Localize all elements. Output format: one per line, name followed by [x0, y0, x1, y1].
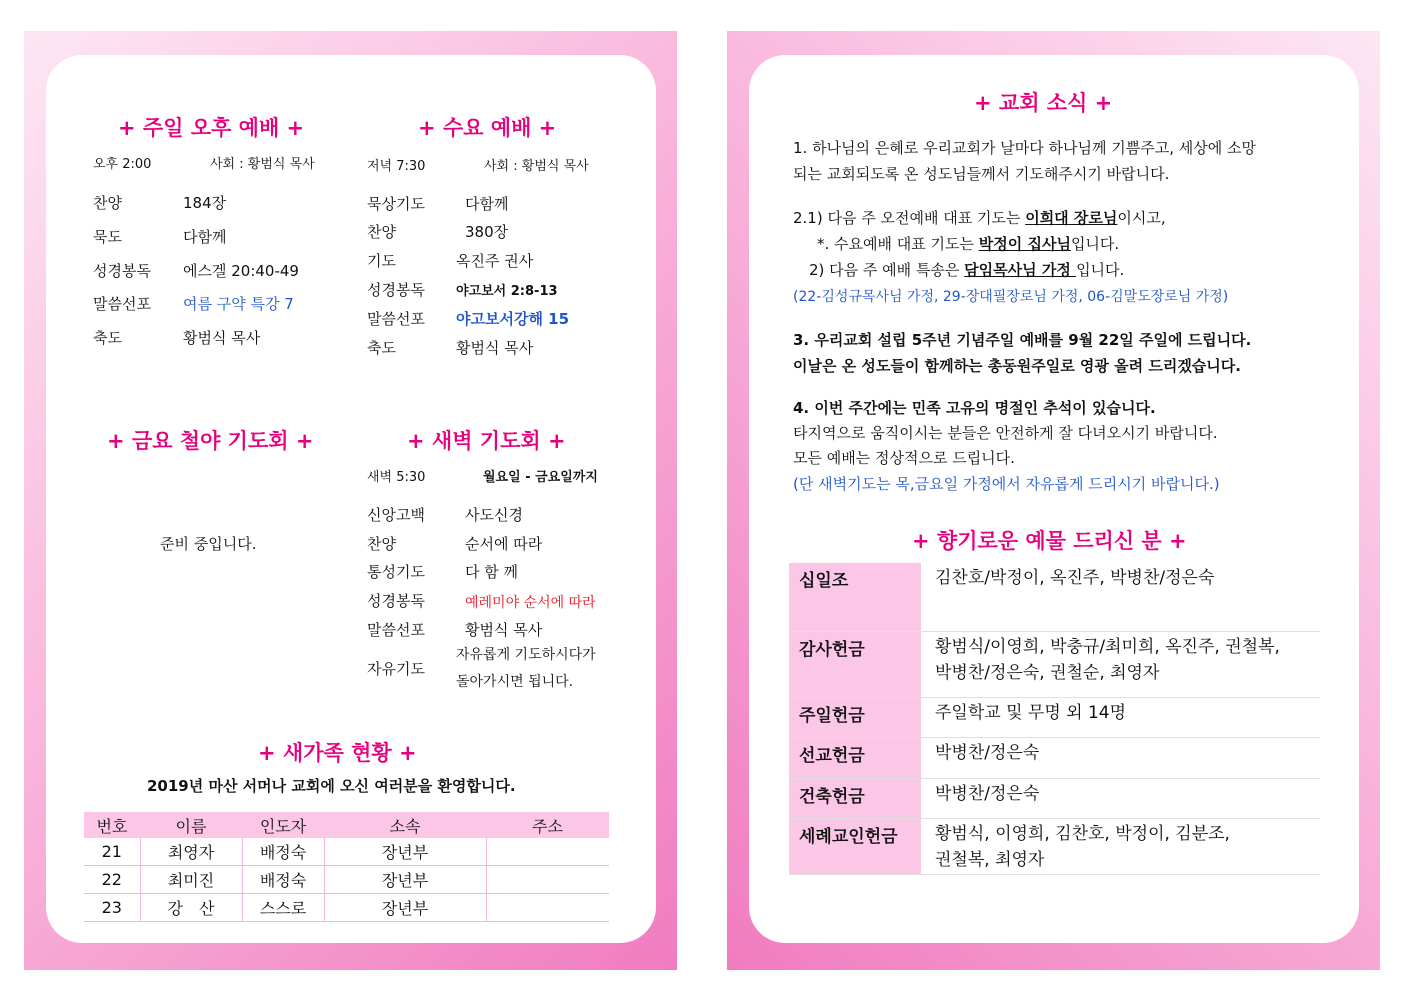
wednesday-order-value: 380장: [465, 223, 509, 241]
new-family-welcome: 2019년 마산 서머나 교회에 오신 여러분을 환영합니다.: [147, 777, 516, 795]
news-item-4-line2: 타지역으로 움직이시는 분들은 안전하게 잘 다녀오시기 바랍니다.: [793, 424, 1218, 442]
cell-group: 장년부: [324, 838, 486, 866]
dawn-order-row: 신앙고백: [367, 506, 425, 524]
dawn-free-prayer-line2: 돌아가시면 됩니다.: [456, 674, 574, 690]
cell-group: 장년부: [324, 894, 486, 922]
table-row: [789, 563, 1320, 631]
sunday-order-row: 말씀선포: [93, 295, 151, 313]
cell-address: [486, 838, 609, 866]
offering-label: 감사헌금: [789, 631, 921, 697]
dawn-order-row: 통성기도: [367, 563, 425, 581]
news-item-2-special-song: 2) 다음 주 예배 특송은 담임목사님 가정 입니다.: [809, 261, 1125, 279]
friday-prayer-note: 준비 중입니다.: [160, 535, 257, 553]
dawn-order-value: 사도신경: [465, 506, 523, 524]
offering-title: + 향기로운 예물 드리신 분 +: [912, 529, 1187, 553]
table-row: [84, 838, 609, 866]
morning-prayer-leader: 이희대 장로님: [1025, 209, 1118, 227]
left-page-frame: [24, 31, 677, 970]
table-row: [84, 894, 609, 922]
friday-prayer-title: + 금요 철야 기도회 +: [107, 429, 314, 453]
offering-names: 황범식, 이영희, 김찬호, 박정이, 김분조, 권철복, 최영자: [921, 818, 1320, 874]
right-page-frame: [727, 31, 1380, 970]
offering-names: 박병찬/정은숙: [921, 737, 1320, 778]
header-address: 주소: [486, 812, 609, 838]
dawn-order-row: 찬양: [367, 535, 396, 553]
table-row: [789, 631, 1320, 697]
cell-address: [486, 894, 609, 922]
news-item-3-line1: 3. 우리교회 설립 5주년 기념주일 예배를 9월 22일 주일에 드립니다.: [793, 331, 1252, 349]
cell-number: 23: [84, 894, 140, 922]
table-row: [789, 737, 1320, 778]
offering-label: 건축헌금: [789, 778, 921, 818]
cell-address: [486, 866, 609, 894]
header-group: 소속: [324, 812, 486, 838]
offering-names: 황범식/이영희, 박충규/최미희, 옥진주, 권철복, 박병찬/정은숙, 권철순, 최영자: [921, 631, 1320, 697]
dawn-order-row: 성경봉독: [367, 592, 425, 610]
wednesday-order-row: 성경봉독: [367, 281, 425, 299]
wednesday-order-value: 옥진주 권사: [456, 252, 534, 270]
sunday-order-row: 묵도: [93, 228, 122, 246]
offering-names: 김찬호/박정이, 옥진주, 박병찬/정은숙: [921, 563, 1320, 631]
sunday-order-row: 성경봉독: [93, 262, 151, 280]
offering-table: [789, 563, 1320, 875]
wednesday-service-time: 저녁 7:30: [367, 159, 426, 174]
news-item-4-line3: 모든 예배는 정상적으로 드립니다.: [793, 449, 1015, 467]
sunday-sermon-value: 여름 구약 특강 7: [183, 295, 294, 313]
dawn-order-value: 다 함 께: [465, 563, 519, 581]
wednesday-order-row: 찬양: [367, 223, 396, 241]
dawn-free-prayer-line1: 자유롭게 기도하시다가: [456, 647, 596, 663]
offering-label: 선교헌금: [789, 737, 921, 778]
wednesday-order-value: 다함께: [465, 195, 509, 213]
sunday-order-row: 축도: [93, 329, 122, 347]
header-number: 번호: [84, 812, 140, 838]
new-family-table: [84, 812, 609, 922]
cell-group: 장년부: [324, 866, 486, 894]
sunday-order-row: 찬양: [93, 194, 122, 212]
header-guide: 인도자: [242, 812, 324, 838]
offering-label: 십일조: [789, 563, 921, 631]
cell-guide: 배정숙: [242, 866, 324, 894]
table-row: [789, 818, 1320, 874]
offering-label: 주일헌금: [789, 697, 921, 737]
news-item-1-line1: 1. 하나님의 은혜로 우리교회가 날마다 하나님께 기쁨주고, 세상에 소망: [793, 139, 1256, 157]
wednesday-service-title: + 수요 예배 +: [418, 116, 557, 140]
cell-name: 강 산: [140, 894, 242, 922]
wednesday-order-row: 기도: [367, 252, 396, 270]
wednesday-order-row: 말씀선포: [367, 310, 425, 328]
dawn-order-value: 황범식 목사: [465, 621, 543, 639]
sunday-service-time: 오후 2:00: [93, 157, 152, 172]
header-name: 이름: [140, 812, 242, 838]
wednesday-prayer-leader: 박정이 집사님: [978, 235, 1071, 253]
cell-number: 21: [84, 838, 140, 866]
table-row: [84, 866, 609, 894]
cell-guide: 배정숙: [242, 838, 324, 866]
table-row: [789, 778, 1320, 818]
wednesday-order-value: 황범식 목사: [456, 339, 534, 357]
dawn-order-row: 말씀선포: [367, 621, 425, 639]
table-row: [789, 697, 1320, 737]
sunday-order-value: 에스겔 20:40-49: [183, 262, 299, 280]
cell-number: 22: [84, 866, 140, 894]
special-song-family: 담임목사님 가정: [964, 261, 1077, 279]
news-item-2-wednesday-prayer: *. 수요예배 대표 기도는 박정이 집사님입니다.: [817, 235, 1120, 253]
news-item-1-line2: 되는 교회되도록 온 성도님들께서 기도해주시기 바랍니다.: [793, 165, 1170, 183]
news-item-4-note: (단 새벽기도는 목,금요일 가정에서 자유롭게 드리시기 바랍니다.): [793, 475, 1220, 493]
sunday-order-value: 184장: [183, 194, 227, 212]
wednesday-order-row: 묵상기도: [367, 195, 425, 213]
wednesday-order-row: 축도: [367, 339, 396, 357]
offering-names: 주일학교 및 무명 외 14명: [921, 697, 1320, 737]
table-header-row: [84, 812, 609, 838]
dawn-prayer-time: 새벽 5:30: [367, 470, 426, 485]
news-item-4-line1: 4. 이번 주간에는 민족 고유의 명절인 추석이 있습니다.: [793, 399, 1156, 417]
dawn-order-row: 자유기도: [367, 660, 425, 678]
offering-label: 세례교인헌금: [789, 818, 921, 874]
dawn-scripture-value: 예레미야 순서에 따라: [465, 595, 596, 611]
new-family-title: + 새가족 현황 +: [258, 741, 417, 765]
church-news-title: + 교회 소식 +: [974, 91, 1113, 115]
sunday-service-title: + 주일 오후 예배 +: [118, 116, 305, 140]
offering-names: 박병찬/정은숙: [921, 778, 1320, 818]
dawn-prayer-title: + 새벽 기도회 +: [407, 429, 566, 453]
right-page-card: [749, 55, 1359, 943]
news-item-2-schedule-note: (22-김성규목사님 가정, 29-장대필장로님 가정, 06-김말도장로님 가정): [793, 289, 1229, 305]
wednesday-scripture-value: 야고보서 2:8-13: [456, 284, 558, 299]
sunday-order-value: 다함께: [183, 228, 227, 246]
sunday-service-host: 사회 : 황범식 목사: [210, 157, 315, 172]
cell-name: 최영자: [140, 838, 242, 866]
left-page-card: [46, 55, 656, 943]
wednesday-service-host: 사회 : 황범식 목사: [484, 159, 589, 174]
wednesday-sermon-value: 야고보서강해 15: [456, 310, 570, 328]
sunday-order-value: 황범식 목사: [183, 329, 261, 347]
cell-name: 최미진: [140, 866, 242, 894]
cell-guide: 스스로: [242, 894, 324, 922]
news-item-2-morning-prayer: 2.1) 다음 주 오전예배 대표 기도는 이희대 장로님이시고,: [793, 209, 1166, 227]
news-item-3-line2: 이날은 온 성도들이 함께하는 총동원주일로 영광 올려 드리겠습니다.: [793, 357, 1241, 375]
dawn-prayer-days: 월요일 - 금요일까지: [483, 470, 598, 485]
dawn-order-value: 순서에 따라: [465, 535, 543, 553]
